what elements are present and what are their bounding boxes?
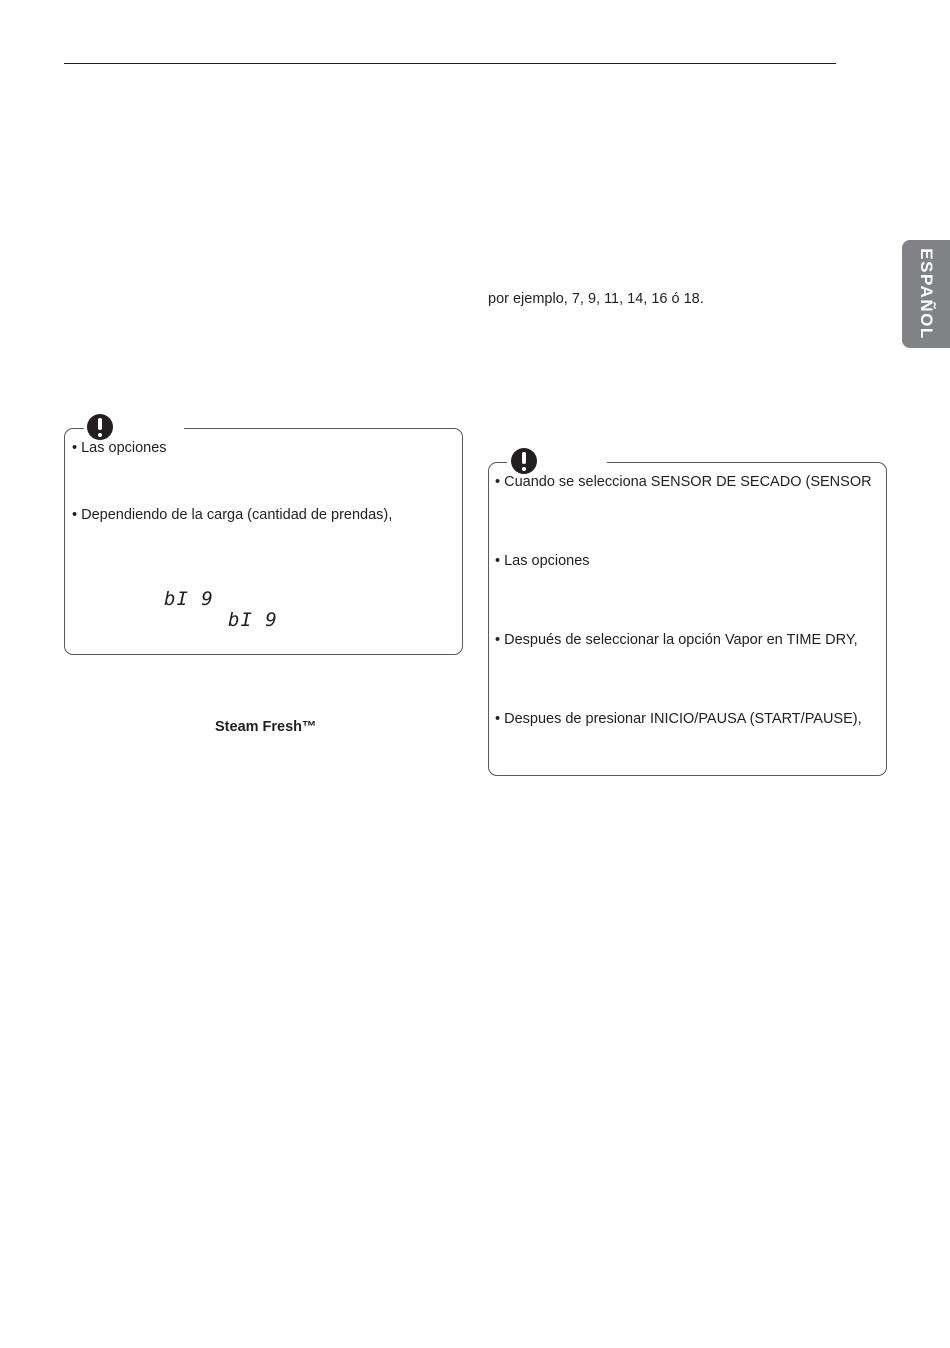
display-code-big: bI 9 [228,609,278,631]
exclamation-icon [87,414,113,440]
example-values-text: por ejemplo, 7, 9, 11, 14, 16 ó 18. [488,291,704,307]
right-note-bullet-time-dry: • Después de seleccionar la opción Vapor en TIME DRY, [495,632,858,648]
language-tab [902,240,950,348]
right-note-bullet-start-pause: • Despues de presionar INICIO/PAUSA (START/PAUSE), [495,711,862,727]
display-code-big: bI 9 [164,588,214,610]
right-note-box [488,462,887,776]
left-note-bullet-load: • Dependiendo de la carga (cantidad de prendas), [72,507,393,523]
header-rule [64,63,836,64]
steam-fresh-label: Steam Fresh™ [215,719,317,735]
right-note-bullet-options: • Las opciones [495,553,590,569]
language-tab-label: ESPAÑOL [917,248,936,340]
right-note-bullet-sensor: • Cuando se selecciona SENSOR DE SECADO (SENSOR [495,474,872,490]
left-note-bullet-options: • Las opciones [72,440,167,456]
exclamation-icon [511,448,537,474]
